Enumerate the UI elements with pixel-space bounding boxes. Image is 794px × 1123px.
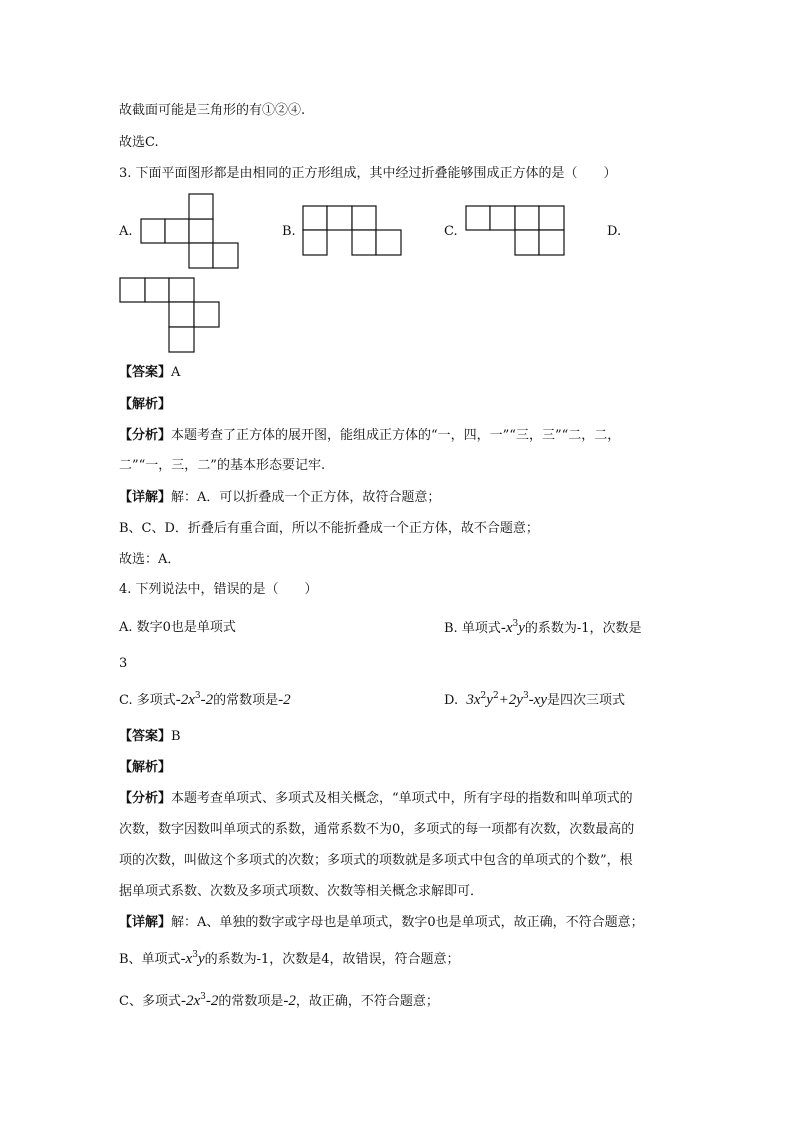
previous-solution-line-2: 故选C. — [119, 135, 159, 150]
q3-fenxi-line-1: 【分析】本题考查了正方体的展开图，能组成正方体的“一，四，一”“三，三”“二，二， — [119, 428, 621, 443]
q4-fenxi-line-2: 次数，数字因数叫单项式的系数，通常系数不为0，多项式的每一项都有次数，次数最高的 — [119, 822, 635, 837]
previous-solution-line-1: 故截面可能是三角形的有①②④. — [119, 103, 306, 118]
q4-fenxi-line-1: 【分析】本题考查单项式、多项式及相关概念，“单项式中，所有字母的指数和叫单项式的 — [119, 791, 633, 806]
q3-option-d-label: D. — [607, 224, 622, 239]
q3-xiangjie-line-1: 【详解】解：A．可以折叠成一个正方体，故符合题意； — [119, 490, 441, 505]
q4-analysis-heading: 【解析】 — [119, 760, 172, 775]
q3-analysis-heading: 【解析】 — [119, 397, 172, 412]
q4-option-a: A. 数字0也是单项式 — [119, 620, 236, 635]
q3-option-b-label: B. — [282, 224, 296, 239]
q4-xiangjie-line-3: C、多项式$-2x^3-2$的常数项是-2，故正确，不符合题意； — [119, 992, 439, 1009]
q4-fenxi-line-4: 据单项式系数、次数及多项式项数、次数等相关概念求解即可． — [119, 884, 484, 899]
q4-xiangjie-line-1: 【详解】解：A、单独的数字或字母也是单项式，数字0也是单项式，故正确，不符合题意； — [119, 915, 644, 930]
q3-fenxi-line-2: 二”“一，三，二”的基本形态要记牢. — [119, 458, 326, 473]
question-4-stem: 4. 下列说法中，错误的是（ ） — [119, 582, 318, 597]
question-3-stem: 3. 下面平面图形都是由相同的正方形组成，其中经过折叠能够围成正方体的是（ ） — [119, 166, 617, 181]
q4-option-b: B. 单项式$-x^3y$的系数为-1，次数是 — [444, 619, 642, 636]
q3-conclusion: 故选：A． — [119, 552, 181, 567]
q3-option-c-cube-net — [465, 205, 568, 257]
q3-option-b-cube-net — [302, 205, 405, 257]
q3-option-a-cube-net — [140, 193, 242, 270]
q4-xiangjie-line-2: B、单项式$-x^3y$的系数为-1，次数是4，故错误，符合题意； — [119, 950, 460, 967]
q4-fenxi-line-3: 项的次数，叫做这个多项式的次数；多项式的项数就是多项式中包含的单项式的个数”，根 — [119, 853, 633, 868]
q4-answer: 【答案】B — [119, 729, 181, 744]
q4-option-b-continued: 3 — [119, 656, 128, 671]
q3-answer: 【答案】A — [119, 365, 181, 380]
q4-option-d: D. $3x^2y^2+2y^3-xy$是四次三项式 — [444, 691, 626, 708]
q3-option-d-cube-net — [119, 277, 222, 354]
q4-option-c: C. 多项式$-2x^3-2$的常数项是-2 — [119, 691, 291, 708]
q3-xiangjie-line-2: B、C、D．折叠后有重合面，所以不能折叠成一个正方体，故不合题意； — [119, 521, 539, 536]
q3-option-c-label: C. — [444, 224, 458, 239]
q3-option-a-label: A. — [119, 224, 133, 239]
